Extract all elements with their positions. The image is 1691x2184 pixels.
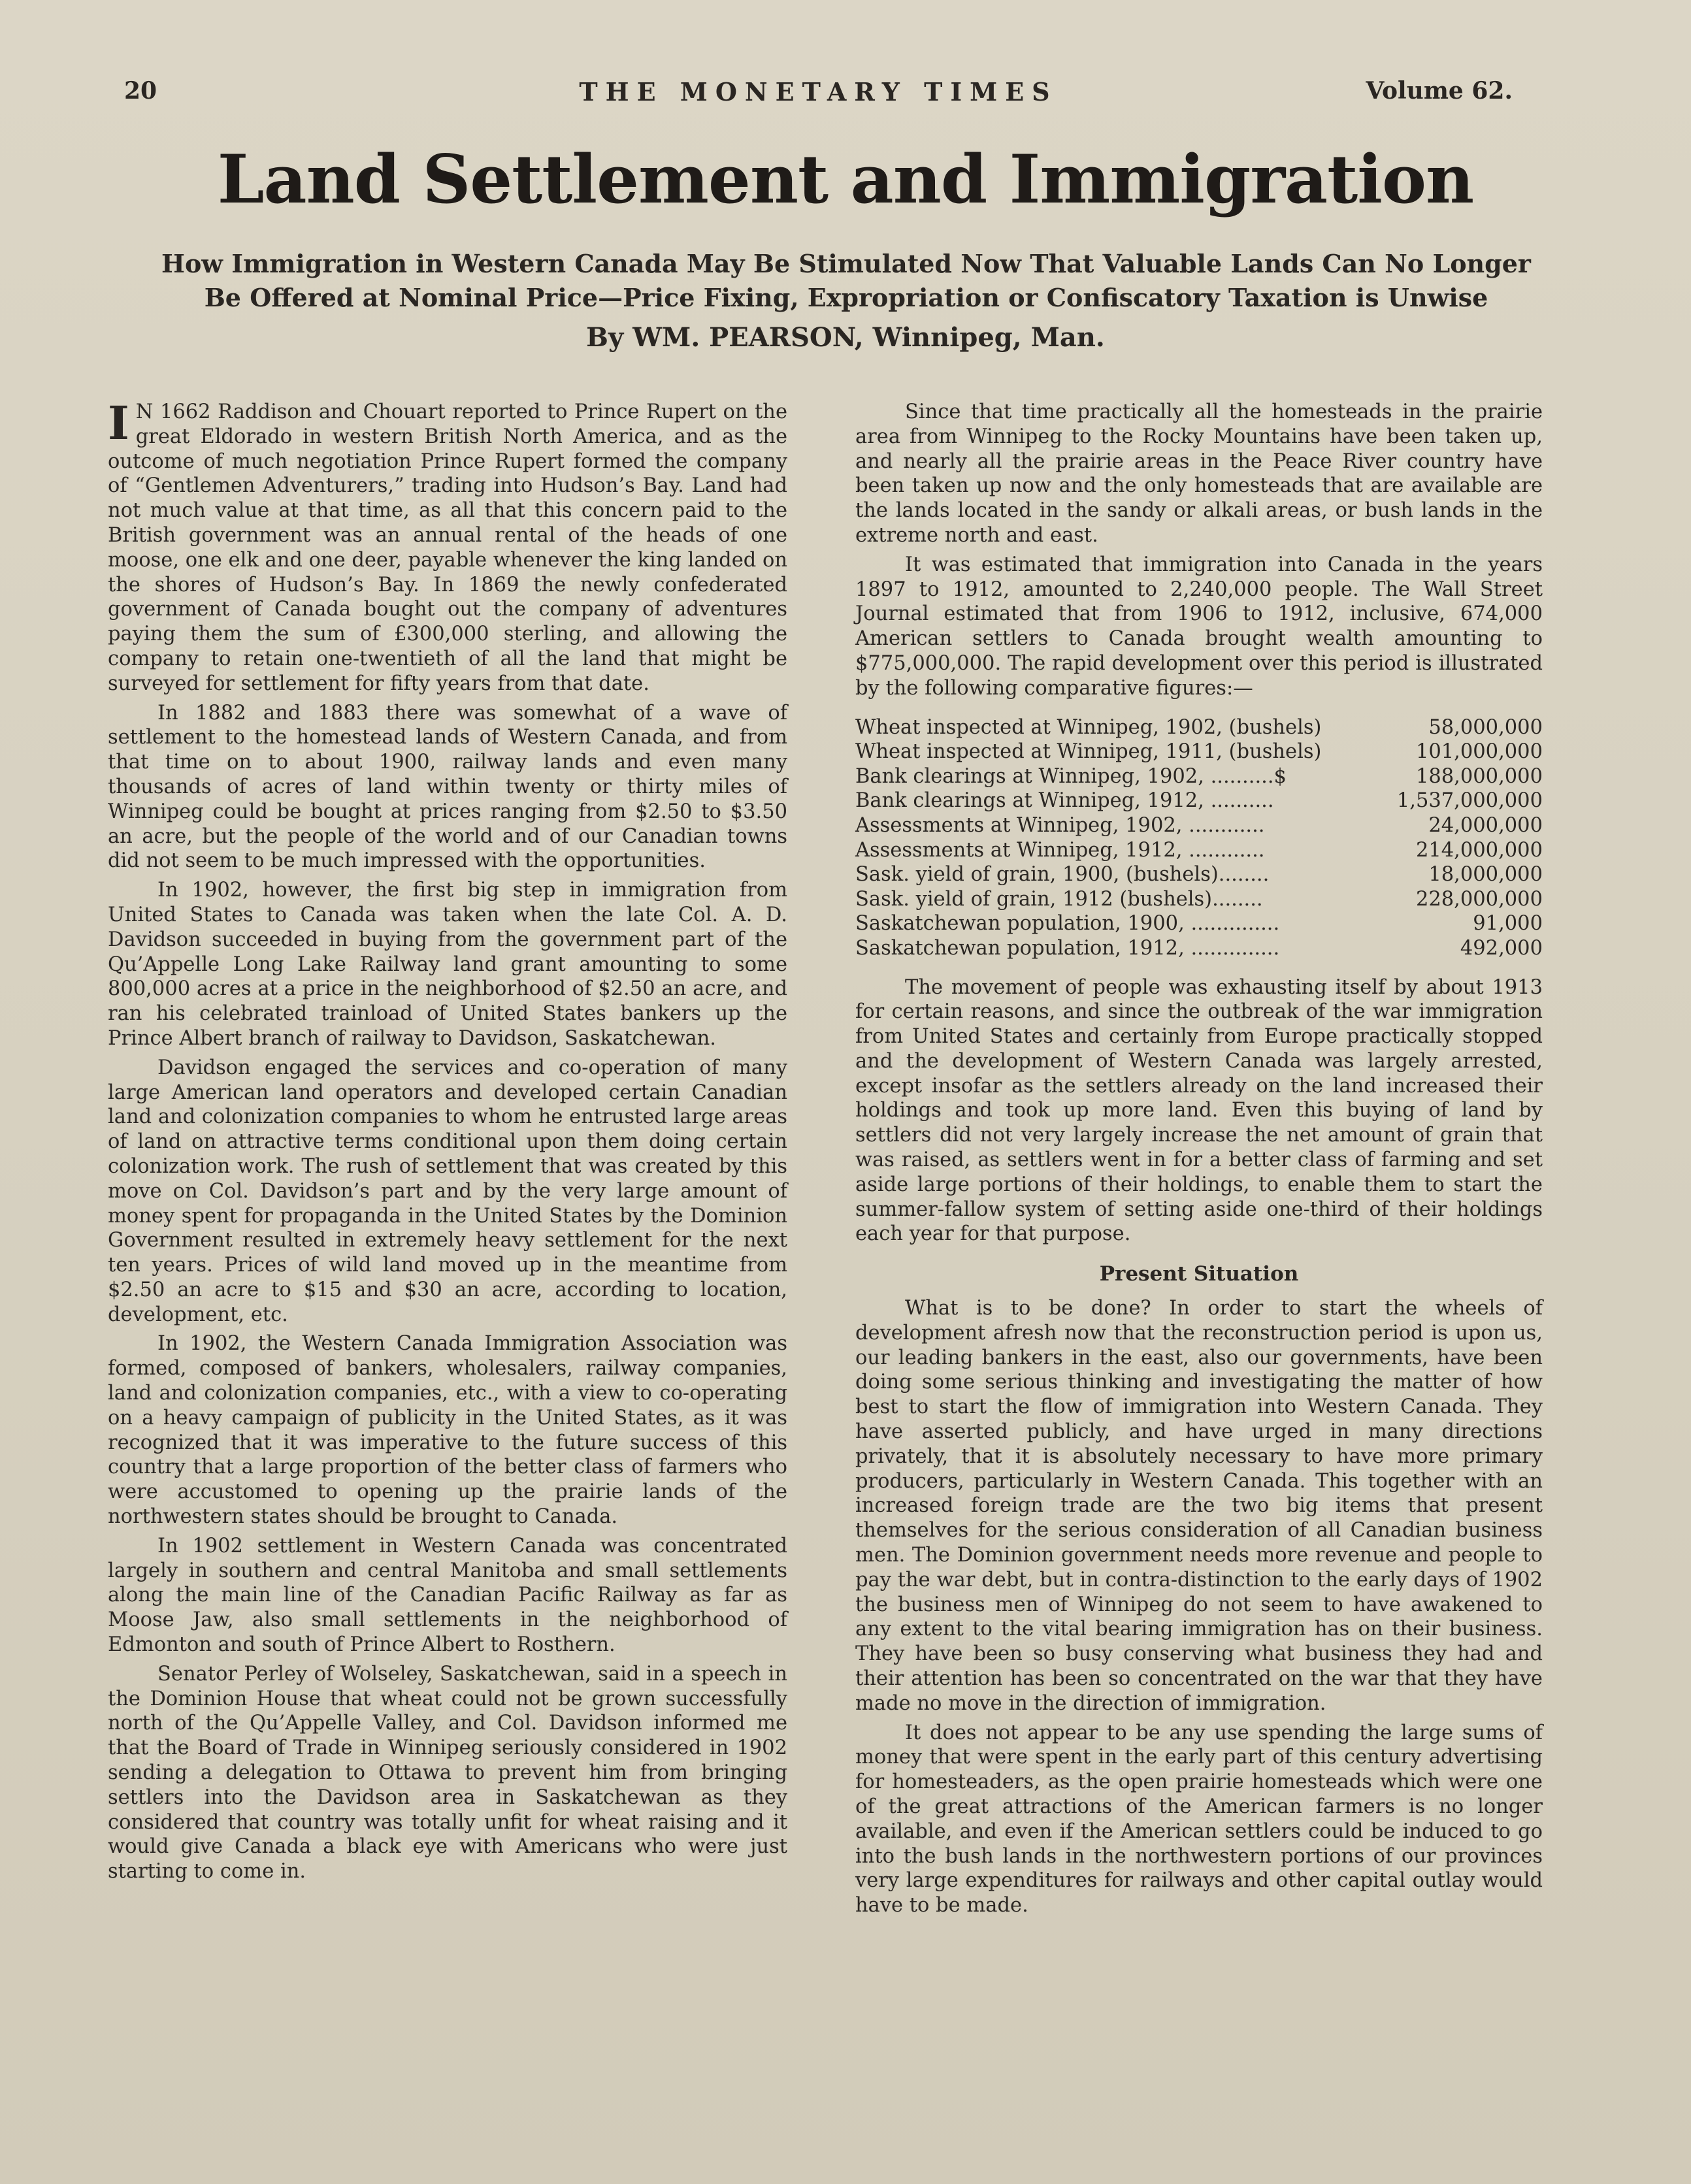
table-row <box>855 911 1543 936</box>
figure-label: Sask. yield of grain, 1900, (bushels)........ <box>855 863 1270 887</box>
left-column <box>108 396 787 1889</box>
figure-value: 214,000,000 <box>1415 838 1543 862</box>
figure-label: Assessments at Winnipeg, 1902, ............ <box>855 813 1265 837</box>
paragraph: The movement of people was exhausting itself by about 1913 for certain reasons, and since the outbreak of the war immigration from United States and certainly from Europe practically stopped and the development of Western Canada was largely arrested, except insofar as the settlers already on the land increased their holdings and took up more land. Even this buying of land by settlers did not very largely increase the net amount of grain that was raised, as settlers went in for a better class of farming and set aside large portions of their holdings, to enable them to start the summer-fallow system of setting aside one-third of their holdings each year for that purpose. <box>855 975 1543 1246</box>
table-row <box>855 838 1543 863</box>
section-heading: Present Situation <box>1099 1262 1299 1286</box>
paragraph: I N 1662 Raddison and Chouart reported to Prince Rupert on the great Eldorado in western British North America, and as the outcome of much negotiation Prince Rupert formed the company of “Gentlemen Adventurers,” trading into Hudson’s Bay. Land had not much value at that time, as all that this concern paid to the British government was an annual rental of the heads of one moose, one elk and one deer, payable whenever the king landed on the shores of Hudson’s Bay. In 1869 the newly confederated government of Canada bought out the company of adventures paying them the sum of £300,000 sterling, and allowing the company to retain one-twentieth of all the land that might be surveyed for settlement for fifty years from that date. <box>108 396 787 695</box>
figure-label: Saskatchewan population, 1912, .............. <box>855 936 1280 960</box>
paragraph: It does not appear to be any use spending the large sums of money that were spent in the early part of this century advertising for homesteaders, as the open prairie homesteads which were one of the great attractions of the American farmers is no longer available, and even if the American settlers could be induced to go into the bush lands in the northwestern portions of our provinces very large expenditures for railways and other capital outlay would have to be made. <box>855 1721 1543 1917</box>
figure-label: Wheat inspected at Winnipeg, 1911, (bushels) <box>855 740 1322 764</box>
subtitle-line-2: Be Offered at Nominal Price—Price Fixing, Expropriation or Confiscatory Taxation is Unwise <box>204 283 1488 312</box>
drop-cap: I <box>108 396 129 450</box>
paragraph: Since that time practically all the homesteads in the prairie area from Winnipeg to the Rocky Mountains have been taken up, and nearly all the prairie areas in the Peace River country have been taken up now and the only homesteads that are available are the lands located in the sandy or alkali areas, or bush lands in the extreme north and east. <box>855 400 1543 547</box>
figure-value: 101,000,000 <box>1415 740 1543 764</box>
page-number: 20 <box>124 77 157 105</box>
article-subtitle <box>124 247 1568 315</box>
figure-value: 228,000,000 <box>1415 887 1543 911</box>
paragraph: What is to be done? In order to start the wheels of development afresh now that the reconstruction period is upon us, our leading bankers in the east, also our governments, have been doing some serious thinking and investigating the matter of how best to start the flow of immigration into Western Canada. They have asserted publicly, and have urged in many directions privately, that it is absolutely necessary to have more primary producers, particularly in Western Canada. This together with an increased foreign trade are the two big items that present themselves for the serious consideration of all Canadian business men. The Dominion government needs more revenue and people to pay the war debt, but in contra-distinction to the early days of 1902 the business men of Winnipeg do not seem to have awakened to any extent to the vital bearing immigration has on their business. They have been so busy conserving what business they had and their attention has been so concentrated on the war that they have made no move in the direction of immigration. <box>855 1297 1543 1715</box>
figure-value: 492,000 <box>1460 936 1543 960</box>
table-row <box>855 936 1543 961</box>
table-row <box>855 813 1543 838</box>
table-row <box>855 887 1543 912</box>
paragraph: In 1902, however, the first big step in immigration from United States to Canada was taken when the late Col. A. D. Davidson succeeded in buying from the government part of the Qu’Appelle Long Lake Railway land grant amounting to some 800,000 acres at a price in the neighborhood of $2.50 an acre, and ran his celebrated trainload of United States bankers up the Prince Albert branch of railway to Davidson, Saskatchewan. <box>108 879 787 1050</box>
running-head <box>124 77 1513 110</box>
figure-value: 188,000,000 <box>1415 764 1543 788</box>
figure-label: Bank clearings at Winnipeg, 1902, ..........$ <box>855 764 1287 788</box>
figure-value: 58,000,000 <box>1428 715 1543 739</box>
right-column <box>855 400 1543 1923</box>
figure-label: Sask. yield of grain, 1912 (bushels)........ <box>855 887 1263 911</box>
figure-value: 1,537,000,000 <box>1396 789 1543 813</box>
table-row <box>855 862 1543 887</box>
publication-name: THE MONETARY TIMES <box>579 77 1058 106</box>
volume-label: Volume 62. <box>1366 77 1513 105</box>
paragraph: Davidson engaged the services and co-operation of many large American land operators and developed certain Canadian land and colonization companies to whom he entrusted large areas of land on attractive terms conditional upon them doing certain colonization work. The rush of settlement that was created by this move on Col. Davidson’s part and by the very large amount of money spent for propaganda in the United States by the Dominion Government resulted in extremely heavy settlement for the next ten years. Prices of wild land moved up in the meantime from $2.50 an acre to $15 and $30 an acre, according to location, development, etc. <box>108 1056 787 1326</box>
table-row <box>855 789 1543 813</box>
paragraph: In 1902 settlement in Western Canada was concentrated largely in southern and central Manitoba and small settlements along the main line of the Canadian Pacific Railway as far as Moose Jaw, also small settlements in the neighborhood of Edmonton and south of Prince Albert to Rosthern. <box>108 1534 787 1657</box>
paragraph: Senator Perley of Wolseley, Saskatchewan, said in a speech in the Dominion House that wheat could not be grown successfully north of the Qu’Appelle Valley, and Col. Davidson informed me that the Board of Trade in Winnipeg seriously considered in 1902 sending a delegation to Ottawa to prevent him from bringing settlers into the Davidson area in Saskatchewan as they considered that country was totally unfit for wheat raising and it would give Canada a black eye with Americans who were just starting to come in. <box>108 1662 787 1883</box>
figure-value: 18,000,000 <box>1428 863 1543 887</box>
figure-value: 91,000 <box>1473 912 1543 936</box>
table-row <box>855 715 1543 740</box>
comparative-figures-table <box>855 715 1543 961</box>
article-title: Land Settlement and Immigration <box>217 140 1474 219</box>
figure-label: Saskatchewan population, 1900, .............. <box>855 912 1280 936</box>
table-row <box>855 764 1543 789</box>
subtitle-line-1: How Immigration in Western Canada May Be Stimulated Now That Valuable Lands Can No Longer <box>161 249 1531 278</box>
figure-label: Bank clearings at Winnipeg, 1912, .......... <box>855 789 1274 813</box>
paragraph: It was estimated that immigration into Canada in the years 1897 to 1912, amounted to 2,240,000 people. The Wall Street Journal estimated that from 1906 to 1912, inclusive, 674,000 American settlers to Canada brought wealth amounting to $775,000,000. The rapid development over this period is illustrated by the following comparative figures:— <box>855 553 1543 700</box>
figure-label: Assessments at Winnipeg, 1912, ............ <box>855 838 1265 862</box>
paragraph: In 1882 and 1883 there was somewhat of a wave of settlement to the homestead lands of Western Canada, and from that time on to about 1900, railway lands and even many thousands of acres of land within twenty or thirty miles of Winnipeg could be bought at prices ranging from $2.50 to $3.50 an acre, but the people of the world and of our Canadian towns did not seem to be much impressed with the opportunities. <box>108 701 787 873</box>
figure-label: Wheat inspected at Winnipeg, 1902, (bushels) <box>855 715 1322 739</box>
byline: By WM. PEARSON, Winnipeg, Man. <box>586 322 1105 353</box>
table-row <box>855 740 1543 764</box>
figure-value: 24,000,000 <box>1428 813 1543 837</box>
paragraph: In 1902, the Western Canada Immigration Association was formed, composed of bankers, wholesalers, railway companies, land and colonization companies, etc., with a view to co-operating on a heavy campaign of publicity in the United States, as it was recognized that it was imperative to the future success of this country that a large proportion of the better class of farmers who were accustomed to opening up the prairie lands of the northwestern states should be brought to Canada. <box>108 1332 787 1529</box>
